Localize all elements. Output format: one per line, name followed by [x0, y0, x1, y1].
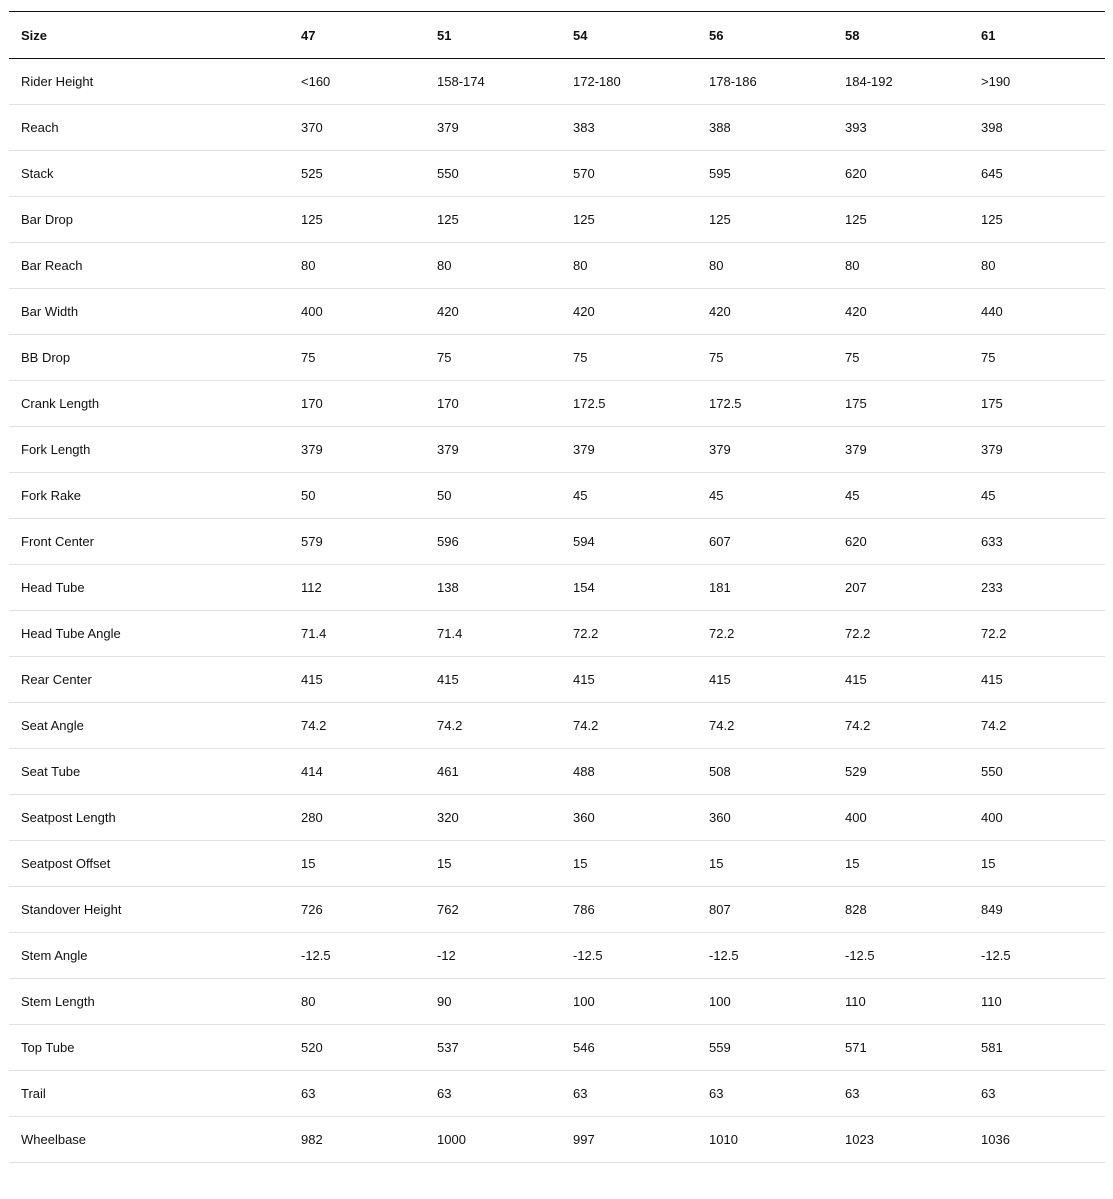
row-label: Trail	[9, 1071, 289, 1117]
table-cell: 320	[425, 795, 561, 841]
table-cell: 807	[697, 887, 833, 933]
table-cell: 172.5	[561, 381, 697, 427]
table-cell: 726	[289, 887, 425, 933]
table-cell: 645	[969, 151, 1105, 197]
table-cell: 420	[833, 289, 969, 335]
table-cell: 400	[833, 795, 969, 841]
table-row	[9, 841, 1105, 887]
table-cell: 125	[969, 197, 1105, 243]
row-label: Seatpost Offset	[9, 841, 289, 887]
table-cell: 849	[969, 887, 1105, 933]
table-row	[9, 381, 1105, 427]
row-label: Reach	[9, 105, 289, 151]
table-cell: 415	[289, 657, 425, 703]
row-label: BB Drop	[9, 335, 289, 381]
header-size-47: 47	[289, 12, 425, 59]
table-cell: 45	[697, 473, 833, 519]
table-cell: 72.2	[969, 611, 1105, 657]
table-cell: 520	[289, 1025, 425, 1071]
table-cell: 550	[425, 151, 561, 197]
row-label: Stem Angle	[9, 933, 289, 979]
table-cell: 125	[289, 197, 425, 243]
table-cell: -12.5	[289, 933, 425, 979]
table-cell: 80	[833, 243, 969, 289]
table-cell: 607	[697, 519, 833, 565]
table-cell: 71.4	[425, 611, 561, 657]
table-row	[9, 519, 1105, 565]
table-row	[9, 335, 1105, 381]
table-cell: 415	[833, 657, 969, 703]
table-cell: 420	[561, 289, 697, 335]
row-label: Fork Length	[9, 427, 289, 473]
table-cell: 997	[561, 1117, 697, 1163]
table-cell: 400	[969, 795, 1105, 841]
table-cell: 63	[969, 1071, 1105, 1117]
row-label: Bar Drop	[9, 197, 289, 243]
row-label: Seat Tube	[9, 749, 289, 795]
table-cell: 50	[289, 473, 425, 519]
geometry-table	[9, 11, 1105, 1163]
table-cell: 379	[833, 427, 969, 473]
table-cell: 75	[425, 335, 561, 381]
table-cell: -12	[425, 933, 561, 979]
table-cell: 74.2	[969, 703, 1105, 749]
header-size-58: 58	[833, 12, 969, 59]
table-cell: 982	[289, 1117, 425, 1163]
table-cell: 1010	[697, 1117, 833, 1163]
table-cell: 1000	[425, 1117, 561, 1163]
table-cell: 400	[289, 289, 425, 335]
table-cell: 571	[833, 1025, 969, 1071]
table-cell: 546	[561, 1025, 697, 1071]
header-size-51: 51	[425, 12, 561, 59]
table-cell: 15	[561, 841, 697, 887]
header-size-56: 56	[697, 12, 833, 59]
table-cell: 170	[425, 381, 561, 427]
table-cell: 72.2	[833, 611, 969, 657]
table-cell: 620	[833, 519, 969, 565]
table-cell: 80	[289, 979, 425, 1025]
table-cell: 45	[969, 473, 1105, 519]
table-cell: 550	[969, 749, 1105, 795]
table-cell: 125	[425, 197, 561, 243]
table-cell: 488	[561, 749, 697, 795]
table-cell: -12.5	[561, 933, 697, 979]
table-cell: 63	[561, 1071, 697, 1117]
table-cell: 233	[969, 565, 1105, 611]
table-cell: 71.4	[289, 611, 425, 657]
table-cell: 280	[289, 795, 425, 841]
table-cell: 570	[561, 151, 697, 197]
row-label: Stem Length	[9, 979, 289, 1025]
table-cell: 125	[697, 197, 833, 243]
header-size-61: 61	[969, 12, 1105, 59]
table-cell: -12.5	[969, 933, 1105, 979]
table-cell: 63	[697, 1071, 833, 1117]
table-cell: 72.2	[697, 611, 833, 657]
table-cell: 440	[969, 289, 1105, 335]
header-size-label: Size	[9, 12, 289, 59]
table-cell: -12.5	[697, 933, 833, 979]
row-label: Crank Length	[9, 381, 289, 427]
table-cell: 508	[697, 749, 833, 795]
table-cell: 125	[561, 197, 697, 243]
row-label: Standover Height	[9, 887, 289, 933]
table-row	[9, 979, 1105, 1025]
table-cell: 379	[697, 427, 833, 473]
header-size-54: 54	[561, 12, 697, 59]
table-cell: 393	[833, 105, 969, 151]
table-cell: -12.5	[833, 933, 969, 979]
table-row	[9, 427, 1105, 473]
table-row	[9, 795, 1105, 841]
table-cell: 45	[833, 473, 969, 519]
table-cell: 420	[425, 289, 561, 335]
table-cell: 172-180	[561, 59, 697, 105]
row-label: Head Tube	[9, 565, 289, 611]
table-row	[9, 243, 1105, 289]
table-cell: 360	[697, 795, 833, 841]
table-row	[9, 1071, 1105, 1117]
table-cell: 559	[697, 1025, 833, 1071]
table-cell: 537	[425, 1025, 561, 1071]
row-label: Stack	[9, 151, 289, 197]
table-row	[9, 289, 1105, 335]
table-row	[9, 749, 1105, 795]
table-cell: 138	[425, 565, 561, 611]
table-cell: 80	[561, 243, 697, 289]
table-row	[9, 1117, 1105, 1163]
table-cell: 379	[425, 427, 561, 473]
row-label: Fork Rake	[9, 473, 289, 519]
row-label: Seatpost Length	[9, 795, 289, 841]
table-row	[9, 887, 1105, 933]
table-cell: 633	[969, 519, 1105, 565]
table-cell: 75	[833, 335, 969, 381]
table-cell: 388	[697, 105, 833, 151]
table-cell: 379	[561, 427, 697, 473]
table-cell: 762	[425, 887, 561, 933]
row-label: Seat Angle	[9, 703, 289, 749]
table-cell: 383	[561, 105, 697, 151]
table-cell: 15	[289, 841, 425, 887]
table-cell: 90	[425, 979, 561, 1025]
table-cell: 80	[969, 243, 1105, 289]
table-cell: 379	[289, 427, 425, 473]
table-cell: 74.2	[697, 703, 833, 749]
table-row	[9, 1025, 1105, 1071]
table-cell: 170	[289, 381, 425, 427]
table-cell: 72.2	[561, 611, 697, 657]
table-cell: 112	[289, 565, 425, 611]
table-cell: 63	[833, 1071, 969, 1117]
table-cell: 75	[289, 335, 425, 381]
row-label: Top Tube	[9, 1025, 289, 1071]
table-row	[9, 197, 1105, 243]
table-cell: 80	[289, 243, 425, 289]
table-cell: 379	[969, 427, 1105, 473]
table-cell: 175	[969, 381, 1105, 427]
table-cell: 828	[833, 887, 969, 933]
table-cell: 15	[833, 841, 969, 887]
table-cell: 100	[561, 979, 697, 1025]
table-cell: 415	[697, 657, 833, 703]
table-row	[9, 703, 1105, 749]
table-cell: 181	[697, 565, 833, 611]
table-cell: 74.2	[289, 703, 425, 749]
table-cell: 786	[561, 887, 697, 933]
row-label: Bar Reach	[9, 243, 289, 289]
table-cell: 420	[697, 289, 833, 335]
table-cell: 581	[969, 1025, 1105, 1071]
table-cell: 74.2	[833, 703, 969, 749]
table-cell: 63	[425, 1071, 561, 1117]
row-label: Wheelbase	[9, 1117, 289, 1163]
table-cell: 595	[697, 151, 833, 197]
table-row	[9, 59, 1105, 105]
table-cell: 125	[833, 197, 969, 243]
table-cell: 1036	[969, 1117, 1105, 1163]
table-cell: 100	[697, 979, 833, 1025]
table-body	[9, 59, 1105, 1163]
table-cell: 63	[289, 1071, 425, 1117]
table-cell: 529	[833, 749, 969, 795]
table-cell: 172.5	[697, 381, 833, 427]
table-cell: 80	[425, 243, 561, 289]
table-cell: 15	[969, 841, 1105, 887]
table-cell: 415	[425, 657, 561, 703]
table-cell: 178-186	[697, 59, 833, 105]
table-cell: 579	[289, 519, 425, 565]
table-cell: 74.2	[425, 703, 561, 749]
header-row	[9, 12, 1105, 59]
table-cell: 379	[425, 105, 561, 151]
table-cell: 1023	[833, 1117, 969, 1163]
table-cell: 461	[425, 749, 561, 795]
table-cell: 596	[425, 519, 561, 565]
row-label: Front Center	[9, 519, 289, 565]
table-cell: 414	[289, 749, 425, 795]
table-cell: 154	[561, 565, 697, 611]
table-cell: 525	[289, 151, 425, 197]
table-row	[9, 657, 1105, 703]
table-row	[9, 611, 1105, 657]
table-cell: 110	[969, 979, 1105, 1025]
table-cell: 75	[969, 335, 1105, 381]
table-cell: 360	[561, 795, 697, 841]
table-cell: 415	[969, 657, 1105, 703]
table-header	[9, 12, 1105, 59]
table-cell: 398	[969, 105, 1105, 151]
table-cell: 75	[697, 335, 833, 381]
table-cell: 15	[425, 841, 561, 887]
table-cell: 620	[833, 151, 969, 197]
table-cell: <160	[289, 59, 425, 105]
table-row	[9, 151, 1105, 197]
table-cell: 158-174	[425, 59, 561, 105]
table-cell: 45	[561, 473, 697, 519]
row-label: Rider Height	[9, 59, 289, 105]
row-label: Head Tube Angle	[9, 611, 289, 657]
table-row	[9, 933, 1105, 979]
table-cell: 175	[833, 381, 969, 427]
table-cell: 50	[425, 473, 561, 519]
table-row	[9, 473, 1105, 519]
table-cell: 594	[561, 519, 697, 565]
table-cell: 184-192	[833, 59, 969, 105]
row-label: Bar Width	[9, 289, 289, 335]
table-cell: 74.2	[561, 703, 697, 749]
table-cell: 370	[289, 105, 425, 151]
table-cell: 415	[561, 657, 697, 703]
table-row	[9, 565, 1105, 611]
table-cell: 80	[697, 243, 833, 289]
table-row	[9, 105, 1105, 151]
table-cell: 75	[561, 335, 697, 381]
table-cell: 110	[833, 979, 969, 1025]
table-cell: 15	[697, 841, 833, 887]
table-cell: >190	[969, 59, 1105, 105]
row-label: Rear Center	[9, 657, 289, 703]
table-cell: 207	[833, 565, 969, 611]
